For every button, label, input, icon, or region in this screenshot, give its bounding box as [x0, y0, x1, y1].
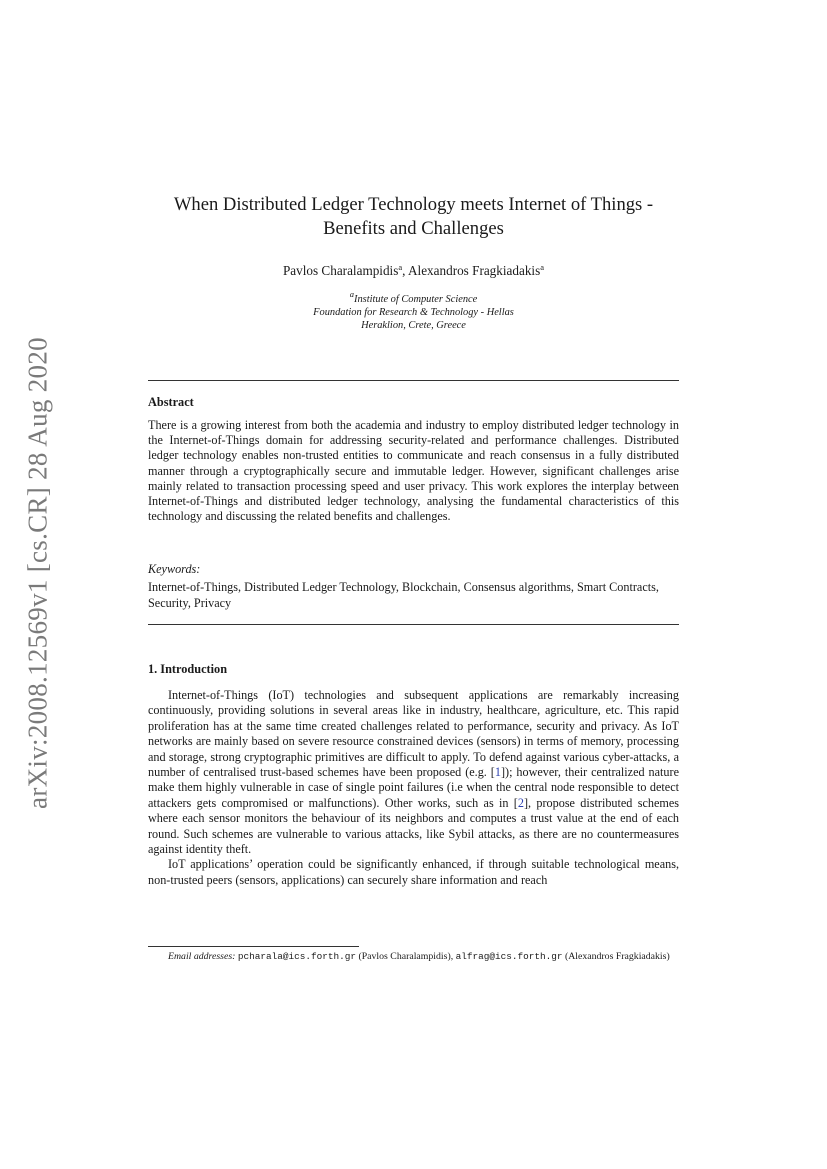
intro-text: Internet-of-Things (IoT) technologies and subsequent applications are remarkably increasing continuously, providing solutions in several areas like in industry, healthcare, agriculture, etc. This rapid proliferation has at the same time created challenges related to performance, security and privacy. As IoT networks are mainly based on severe resource constrained devices (sensors) in terms of memory, processing and storage, strong cryptographic primitives are difficult to apply. To defend against various cyber-attacks, a number of centralised trust-based schemes have been proposed (e.g. [: [148, 688, 679, 780]
keywords-text: Internet-of-Things, Distributed Ledger Technology, Blockchain, Consensus algorithms, Smart Contracts, Security, Privacy: [148, 580, 659, 610]
footnote-rule: [148, 946, 359, 947]
keywords-heading: Keywords:: [148, 562, 201, 576]
author-list: [148, 263, 679, 279]
paper-title: [148, 193, 679, 241]
intro-text: ]); however, their centralized nature make them highly vulnerable in case of single point failures (i.e when the central node responsible to detect attackers gets compromised or malfunctions). Other works, such as in [: [148, 765, 679, 810]
abstract-top-rule: [148, 380, 679, 381]
abstract-heading: Abstract: [148, 395, 194, 409]
footnote-label: Email addresses:: [168, 951, 236, 962]
author-name: Pavlos Charalampidis: [282, 263, 399, 278]
abstract-text: There is a growing interest from both the academia and industry to employ distributed ledger technology in the Internet-of-Things domain for addressing security-related and performance challenges. Distributed ledger technology enables non-trusted entities to communicate and reach consensus in a fully distributed manner through a cryptographically secure and immutable ledger. However, significant challenges arise mainly related to transaction processing speed and user privacy. This work explores the interplay between Internet-of-Things and distributed ledger technology, analysing the fundamental characteristics of this technology and discussing the related benefits and challenges.: [148, 418, 679, 524]
author-affil-mark: a: [398, 262, 403, 272]
title-line-2: Benefits and Challenges: [323, 218, 504, 239]
intro-paragraph-1: [148, 688, 679, 857]
author-affil-mark: a: [540, 262, 545, 272]
email-2: alfrag@ics.forth.gr: [455, 951, 563, 962]
author-name: Alexandros Fragkiadakis: [408, 263, 541, 278]
affiliation-line-3: Heraklion, Crete, Greece: [361, 320, 466, 332]
arxiv-stamp: [0, 0, 62, 1169]
author-separator: ,: [402, 263, 409, 278]
citation-link-1[interactable]: 1: [494, 765, 501, 780]
affiliation-mark: a: [349, 289, 355, 299]
email-2-owner: (Alexandros Fragkiadakis): [562, 951, 670, 962]
affiliation: [148, 289, 679, 333]
arxiv-id: arXiv:2008.12569v1 [cs.CR] 28 Aug 2020: [22, 337, 53, 809]
affiliation-line-2: Foundation for Research & Technology - Hellas: [313, 307, 514, 319]
intro-paragraph-2: IoT applications’ operation could be significantly enhanced, if through suitable technological means, non-trusted peers (sensors, applications) can securely share information and reach: [148, 857, 679, 887]
affiliation-line-1: Institute of Computer Science: [354, 294, 478, 305]
intro-text: ], propose distributed schemes where each sensor monitors the behaviour of its neighbors and computes a trust value at the end of each round. Such schemes are vulnerable to various attacks, like Sybil attacks, as there are no countermeasures against identity theft.: [148, 795, 680, 857]
introduction-body: [148, 688, 679, 888]
email-1: pcharala@ics.forth.gr: [237, 951, 357, 962]
title-line-1: When Distributed Ledger Technology meets Internet of Things -: [173, 194, 654, 215]
section-heading-introduction: 1. Introduction: [148, 662, 228, 676]
citation-link-2[interactable]: 2: [517, 795, 524, 810]
email-1-owner: (Pavlos Charalampidis),: [356, 951, 456, 962]
footnote: [148, 950, 679, 963]
abstract-bottom-rule: [148, 624, 679, 625]
